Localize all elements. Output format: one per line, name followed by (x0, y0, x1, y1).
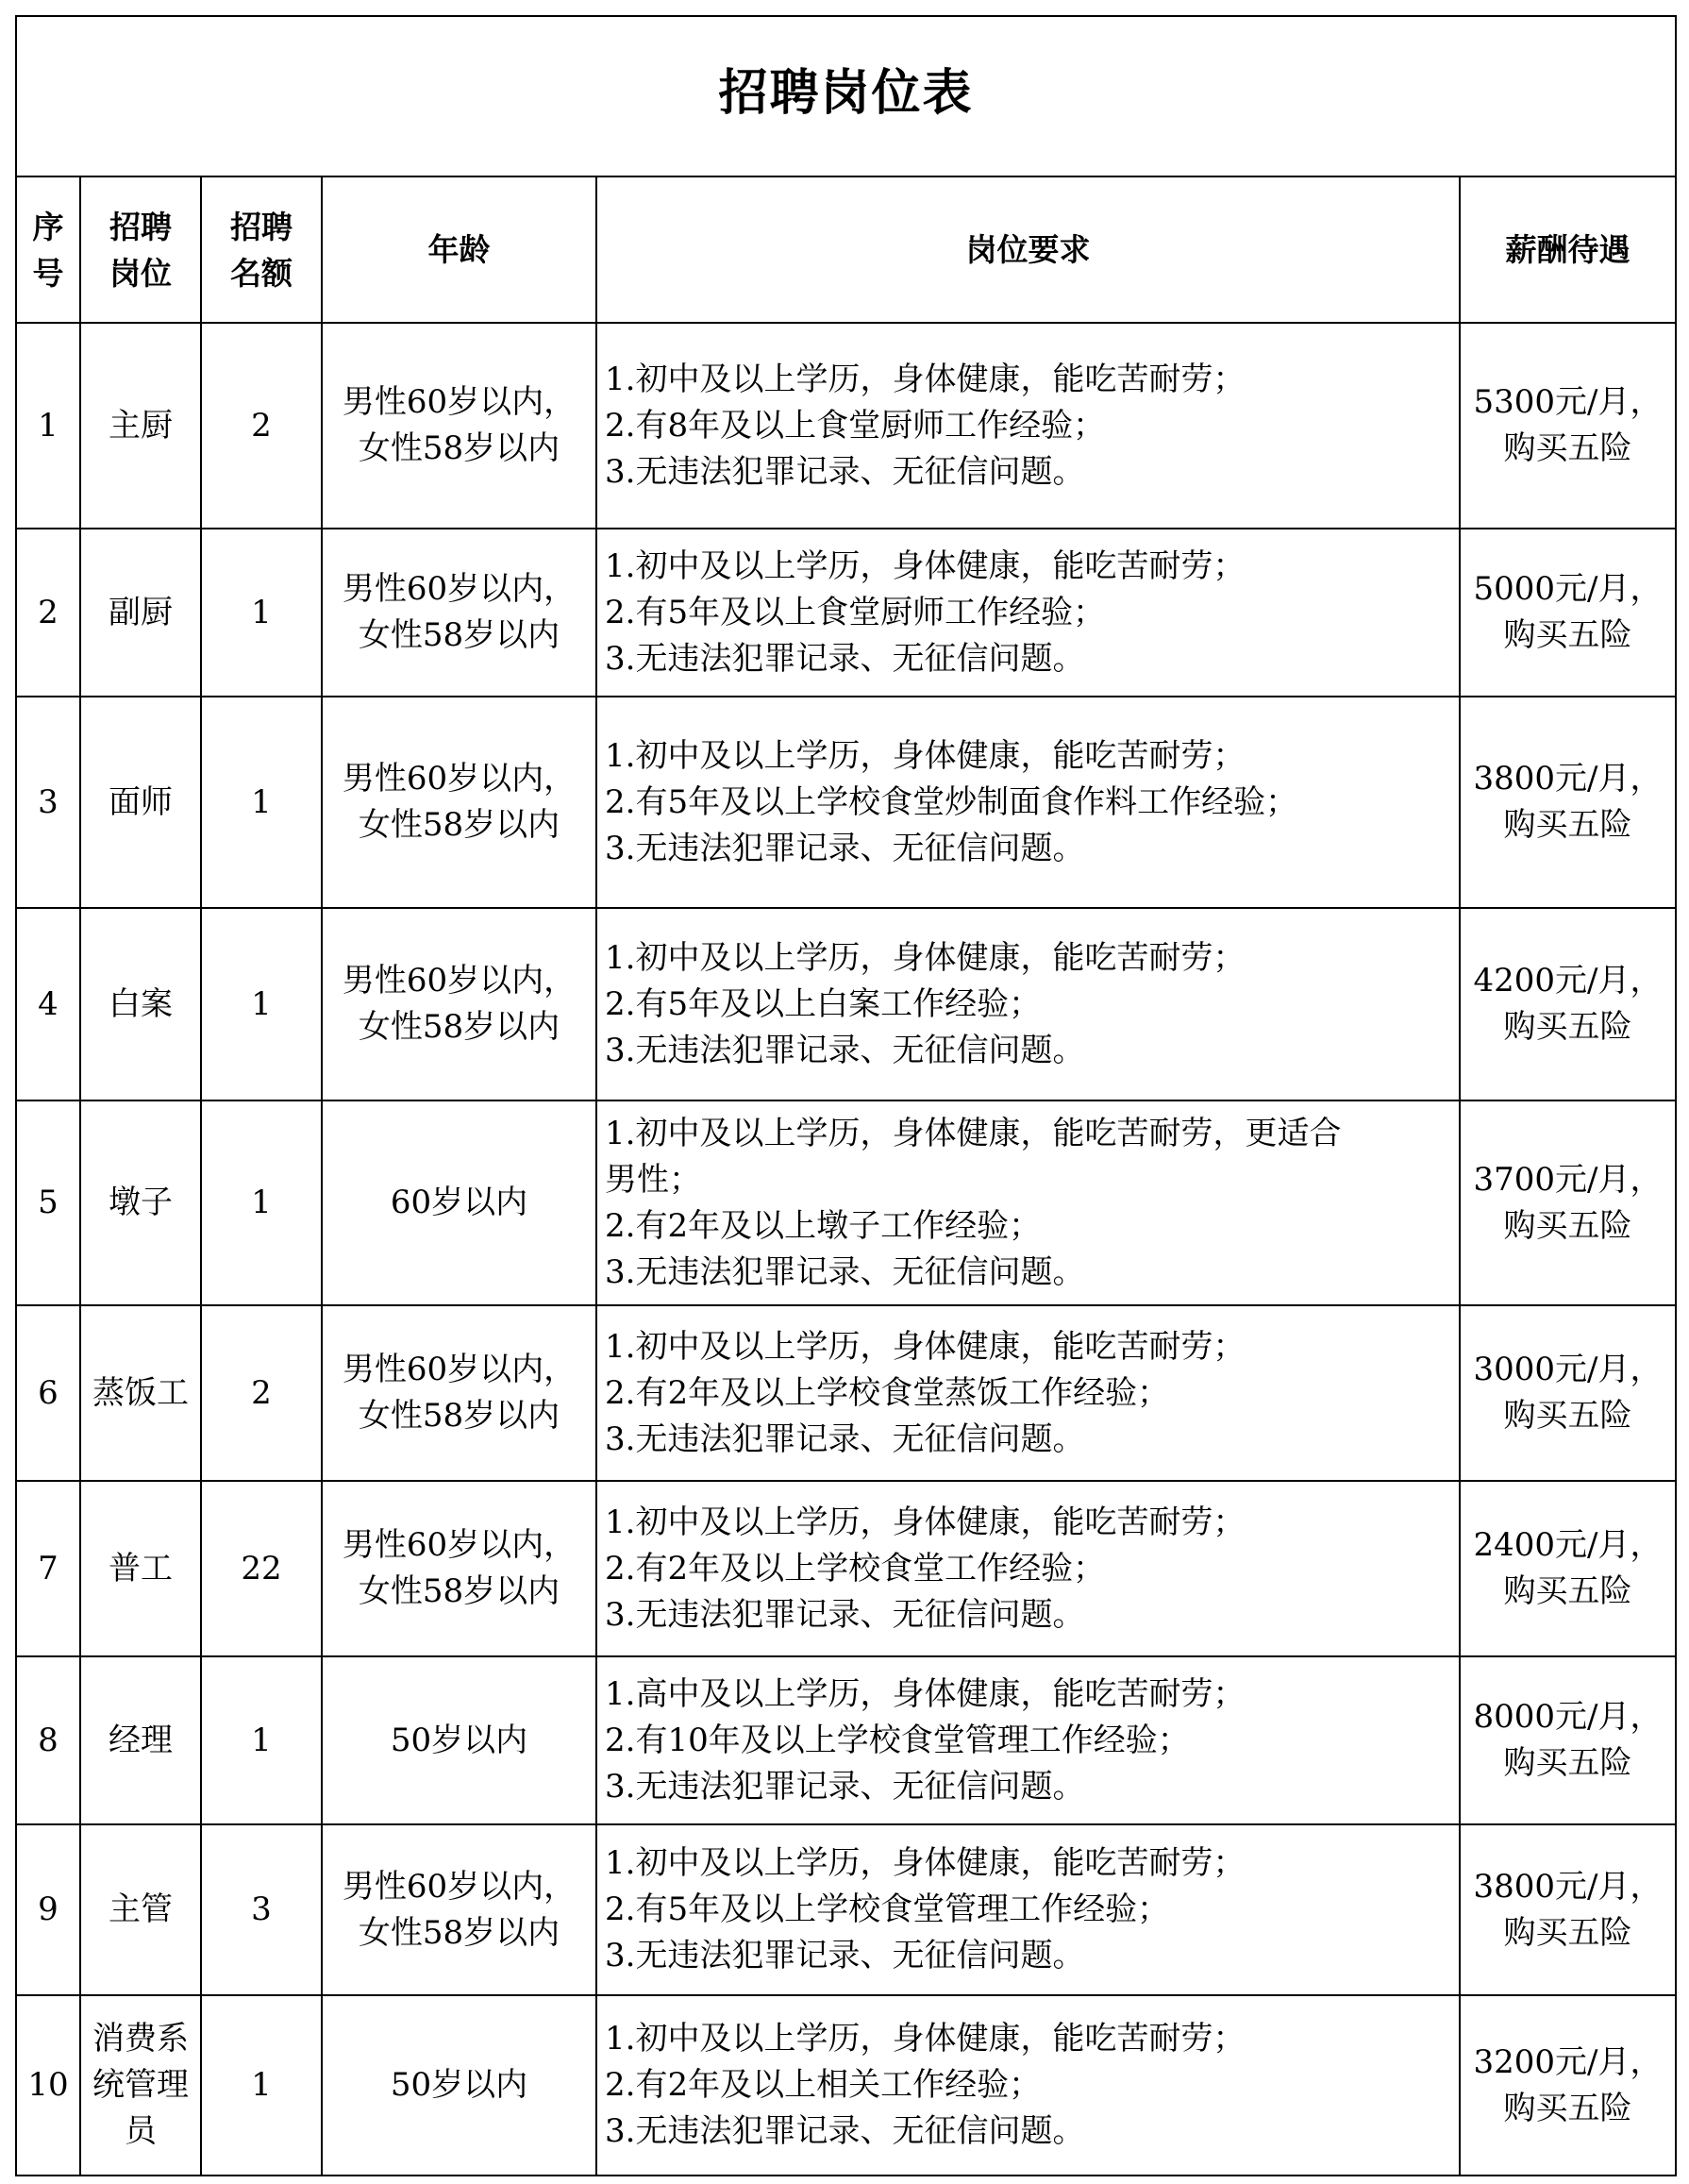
age-cell-line: 男性60岁以内， (342, 383, 577, 421)
age-cell-line: 女性58岁以内 (358, 1008, 560, 1046)
position-cell-line: 面师 (109, 782, 173, 821)
requirements-cell-line: 3.无违法犯罪记录、无征信问题。 (605, 1767, 1085, 1806)
requirements-cell-line: 1.初中及以上学历，身体健康，能吃苦耐劳； (605, 1844, 1246, 1882)
header-seq-line: 号 (32, 254, 64, 292)
table-row (16, 1824, 1676, 1995)
salary-cell-line: 购买五险 (1503, 1397, 1632, 1435)
age-cell-line: 男性60岁以内， (342, 1526, 577, 1564)
salary-cell (1460, 529, 1676, 697)
header-seq (16, 176, 80, 323)
table-row (16, 908, 1676, 1100)
age-cell (322, 323, 596, 529)
seq-cell: 2 (16, 529, 80, 697)
table-row (16, 1100, 1676, 1305)
table-row (16, 1656, 1676, 1824)
age-cell-line: 男性60岁以内， (342, 962, 577, 1000)
salary-cell-line: 购买五险 (1503, 1744, 1632, 1782)
quota-cell: 1 (201, 1656, 322, 1824)
requirements-cell-line: 3.无违法犯罪记录、无征信问题。 (605, 639, 1085, 678)
age-cell-line: 女性58岁以内 (358, 616, 560, 654)
requirements-cell (596, 1100, 1460, 1305)
requirements-cell-line: 2.有10年及以上学校食堂管理工作经验； (605, 1721, 1190, 1759)
requirements-cell-line: 1.初中及以上学历，身体健康，能吃苦耐劳； (605, 1503, 1246, 1541)
age-cell (322, 697, 596, 908)
requirements-cell-line: 2.有5年及以上学校食堂炒制面食作料工作经验； (605, 782, 1298, 821)
age-cell-line: 男性60岁以内， (342, 1867, 577, 1906)
salary-cell-line: 5300元/月， (1473, 383, 1663, 421)
table-row (16, 697, 1676, 908)
seq-cell: 8 (16, 1656, 80, 1824)
salary-cell (1460, 908, 1676, 1100)
position-cell-line: 蒸饭工 (92, 1373, 189, 1412)
age-cell-line: 女性58岁以内 (358, 1913, 560, 1952)
requirements-cell-line: 1.高中及以上学历，身体健康，能吃苦耐劳； (605, 1674, 1246, 1713)
position-cell-line: 副厨 (109, 593, 173, 631)
salary-cell-line: 购买五险 (1503, 1913, 1632, 1952)
requirements-cell-line: 3.无违法犯罪记录、无征信问题。 (605, 1937, 1085, 1974)
position-cell-line: 经理 (109, 1721, 173, 1759)
position-cell-line: 白案 (109, 984, 173, 1023)
salary-cell-line: 购买五险 (1503, 806, 1632, 844)
salary-cell-line: 3700元/月， (1473, 1160, 1663, 1199)
age-cell-line: 男性60岁以内， (342, 570, 577, 608)
age-cell (322, 529, 596, 697)
salary-cell (1460, 1995, 1676, 2176)
age-cell (322, 1100, 596, 1305)
table-row (16, 1481, 1676, 1656)
seq-cell: 7 (16, 1481, 80, 1656)
header-row (16, 176, 1676, 323)
recruitment-table (15, 15, 1677, 2176)
requirements-cell-line: 2.有2年及以上相关工作经验； (605, 2066, 1042, 2104)
age-cell-line: 女性58岁以内 (358, 806, 560, 844)
position-cell (80, 529, 201, 697)
salary-cell-line: 3000元/月， (1473, 1351, 1663, 1388)
requirements-cell-line: 2.有8年及以上食堂厨师工作经验； (605, 406, 1106, 445)
requirements-cell-line: 1.初中及以上学历，身体健康，能吃苦耐劳； (605, 1327, 1246, 1366)
position-cell (80, 1100, 201, 1305)
requirements-cell-line: 2.有5年及以上白案工作经验； (605, 984, 1042, 1023)
age-cell-line: 女性58岁以内 (358, 1397, 560, 1435)
quota-cell: 22 (201, 1481, 322, 1656)
quota-cell: 1 (201, 1100, 322, 1305)
quota-cell: 1 (201, 529, 322, 697)
position-cell (80, 1305, 201, 1481)
requirements-cell-line: 1.初中及以上学历，身体健康，能吃苦耐劳； (605, 360, 1246, 398)
table-row (16, 323, 1676, 529)
table-row (16, 1305, 1676, 1481)
requirements-cell (596, 1305, 1460, 1481)
salary-cell (1460, 1824, 1676, 1995)
requirements-cell-line: 3.无违法犯罪记录、无征信问题。 (605, 829, 1085, 867)
seq-cell: 5 (16, 1100, 80, 1305)
age-cell-line: 50岁以内 (390, 2066, 528, 2104)
requirements-cell-line: 男性； (605, 1160, 701, 1199)
header-position-line: 招聘 (109, 208, 172, 245)
position-cell-line: 普工 (109, 1549, 173, 1588)
seq-cell: 6 (16, 1305, 80, 1481)
requirements-cell-line: 2.有5年及以上学校食堂管理工作经验； (605, 1890, 1170, 1928)
requirements-cell-line: 2.有5年及以上食堂厨师工作经验； (605, 593, 1106, 631)
position-cell-line: 主厨 (109, 406, 173, 445)
age-cell-line: 60岁以内 (390, 1184, 528, 1221)
requirements-cell-line: 3.无违法犯罪记录、无征信问题。 (605, 1420, 1085, 1458)
salary-cell-line: 2400元/月， (1473, 1526, 1663, 1564)
requirements-cell-line: 1.初中及以上学历，身体健康，能吃苦耐劳； (605, 938, 1246, 977)
position-cell (80, 323, 201, 529)
requirements-cell (596, 1995, 1460, 2176)
requirements-cell-line: 2.有2年及以上学校食堂蒸饭工作经验； (605, 1373, 1170, 1412)
header-salary: 薪酬待遇 (1460, 176, 1676, 323)
header-position-line: 岗位 (109, 254, 172, 292)
requirements-cell-line: 3.无违法犯罪记录、无征信问题。 (605, 1595, 1085, 1634)
salary-cell (1460, 1656, 1676, 1824)
age-cell-line: 女性58岁以内 (358, 429, 560, 467)
header-quota-line: 招聘 (230, 208, 293, 245)
position-cell-line: 墩子 (109, 1184, 173, 1221)
position-cell-line: 统管理 (92, 2066, 189, 2104)
seq-cell: 4 (16, 908, 80, 1100)
salary-cell-line: 购买五险 (1503, 1206, 1632, 1245)
age-cell-line: 男性60岁以内， (342, 1351, 577, 1388)
header-position (80, 176, 201, 323)
quota-cell: 1 (201, 1995, 322, 2176)
age-cell (322, 908, 596, 1100)
age-cell (322, 1995, 596, 2176)
age-cell (322, 1481, 596, 1656)
seq-cell: 10 (16, 1995, 80, 2176)
requirements-cell-line: 3.无违法犯罪记录、无征信问题。 (605, 1031, 1085, 1069)
salary-cell (1460, 1305, 1676, 1481)
age-cell-line: 50岁以内 (390, 1721, 528, 1759)
title-row (16, 16, 1676, 176)
requirements-cell (596, 1656, 1460, 1824)
requirements-cell-line: 3.无违法犯罪记录、无征信问题。 (605, 2112, 1085, 2150)
salary-cell (1460, 323, 1676, 529)
header-quota (201, 176, 322, 323)
salary-cell-line: 购买五险 (1503, 429, 1632, 467)
position-cell-line: 员 (125, 2112, 157, 2150)
position-cell-line: 消费系 (92, 2020, 189, 2058)
requirements-cell-line: 1.初中及以上学历，身体健康，能吃苦耐劳； (605, 736, 1246, 775)
age-cell (322, 1656, 596, 1824)
quota-cell: 2 (201, 1305, 322, 1481)
table-row (16, 529, 1676, 697)
position-cell (80, 1995, 201, 2176)
seq-cell: 3 (16, 697, 80, 908)
age-cell-line: 女性58岁以内 (358, 1572, 560, 1610)
title-cell (16, 16, 1676, 176)
position-cell (80, 908, 201, 1100)
requirements-cell (596, 908, 1460, 1100)
requirements-cell (596, 323, 1460, 529)
requirements-cell (596, 1481, 1460, 1656)
age-cell (322, 1824, 596, 1995)
table-body (16, 323, 1676, 2176)
salary-cell (1460, 697, 1676, 908)
requirements-cell-line: 1.初中及以上学历，身体健康，能吃苦耐劳； (605, 546, 1246, 585)
salary-cell-line: 购买五险 (1503, 1008, 1632, 1046)
position-cell (80, 697, 201, 908)
position-cell (80, 1824, 201, 1995)
position-cell-line: 主管 (109, 1890, 173, 1928)
requirements-cell-line: 1.初中及以上学历，身体健康，能吃苦耐劳，更适合 (605, 1114, 1342, 1152)
quota-cell: 1 (201, 697, 322, 908)
seq-cell: 1 (16, 323, 80, 529)
salary-cell (1460, 1481, 1676, 1656)
page-title: 招聘岗位表 (718, 64, 974, 122)
salary-cell-line: 购买五险 (1503, 2089, 1632, 2127)
table-row (16, 1995, 1676, 2176)
quota-cell: 2 (201, 323, 322, 529)
age-cell (322, 1305, 596, 1481)
position-cell (80, 1656, 201, 1824)
position-cell (80, 1481, 201, 1656)
header-requirements: 岗位要求 (596, 176, 1460, 323)
salary-cell-line: 3800元/月， (1473, 760, 1663, 798)
requirements-cell-line: 2.有2年及以上学校食堂工作经验； (605, 1549, 1106, 1588)
salary-cell-line: 5000元/月， (1473, 570, 1663, 608)
requirements-cell-line: 1.初中及以上学历，身体健康，能吃苦耐劳； (605, 2020, 1246, 2058)
salary-cell-line: 购买五险 (1503, 616, 1632, 654)
salary-cell-line: 8000元/月， (1473, 1698, 1663, 1736)
salary-cell-line: 3200元/月， (1473, 2042, 1663, 2081)
requirements-cell-line: 3.无违法犯罪记录、无征信问题。 (605, 452, 1085, 491)
requirements-cell-line: 2.有2年及以上墩子工作经验； (605, 1206, 1042, 1245)
header-seq-line: 序 (32, 208, 64, 245)
age-cell-line: 男性60岁以内， (342, 760, 577, 798)
salary-cell-line: 购买五险 (1503, 1572, 1632, 1610)
salary-cell (1460, 1100, 1676, 1305)
requirements-cell-line: 3.无违法犯罪记录、无征信问题。 (605, 1252, 1085, 1291)
header-quota-line: 名额 (230, 254, 293, 292)
salary-cell-line: 4200元/月， (1473, 962, 1663, 1000)
quota-cell: 3 (201, 1824, 322, 1995)
requirements-cell (596, 1824, 1460, 1995)
requirements-cell (596, 697, 1460, 908)
quota-cell: 1 (201, 908, 322, 1100)
seq-cell: 9 (16, 1824, 80, 1995)
salary-cell-line: 3800元/月， (1473, 1867, 1663, 1906)
header-age: 年龄 (322, 176, 596, 323)
requirements-cell (596, 529, 1460, 697)
